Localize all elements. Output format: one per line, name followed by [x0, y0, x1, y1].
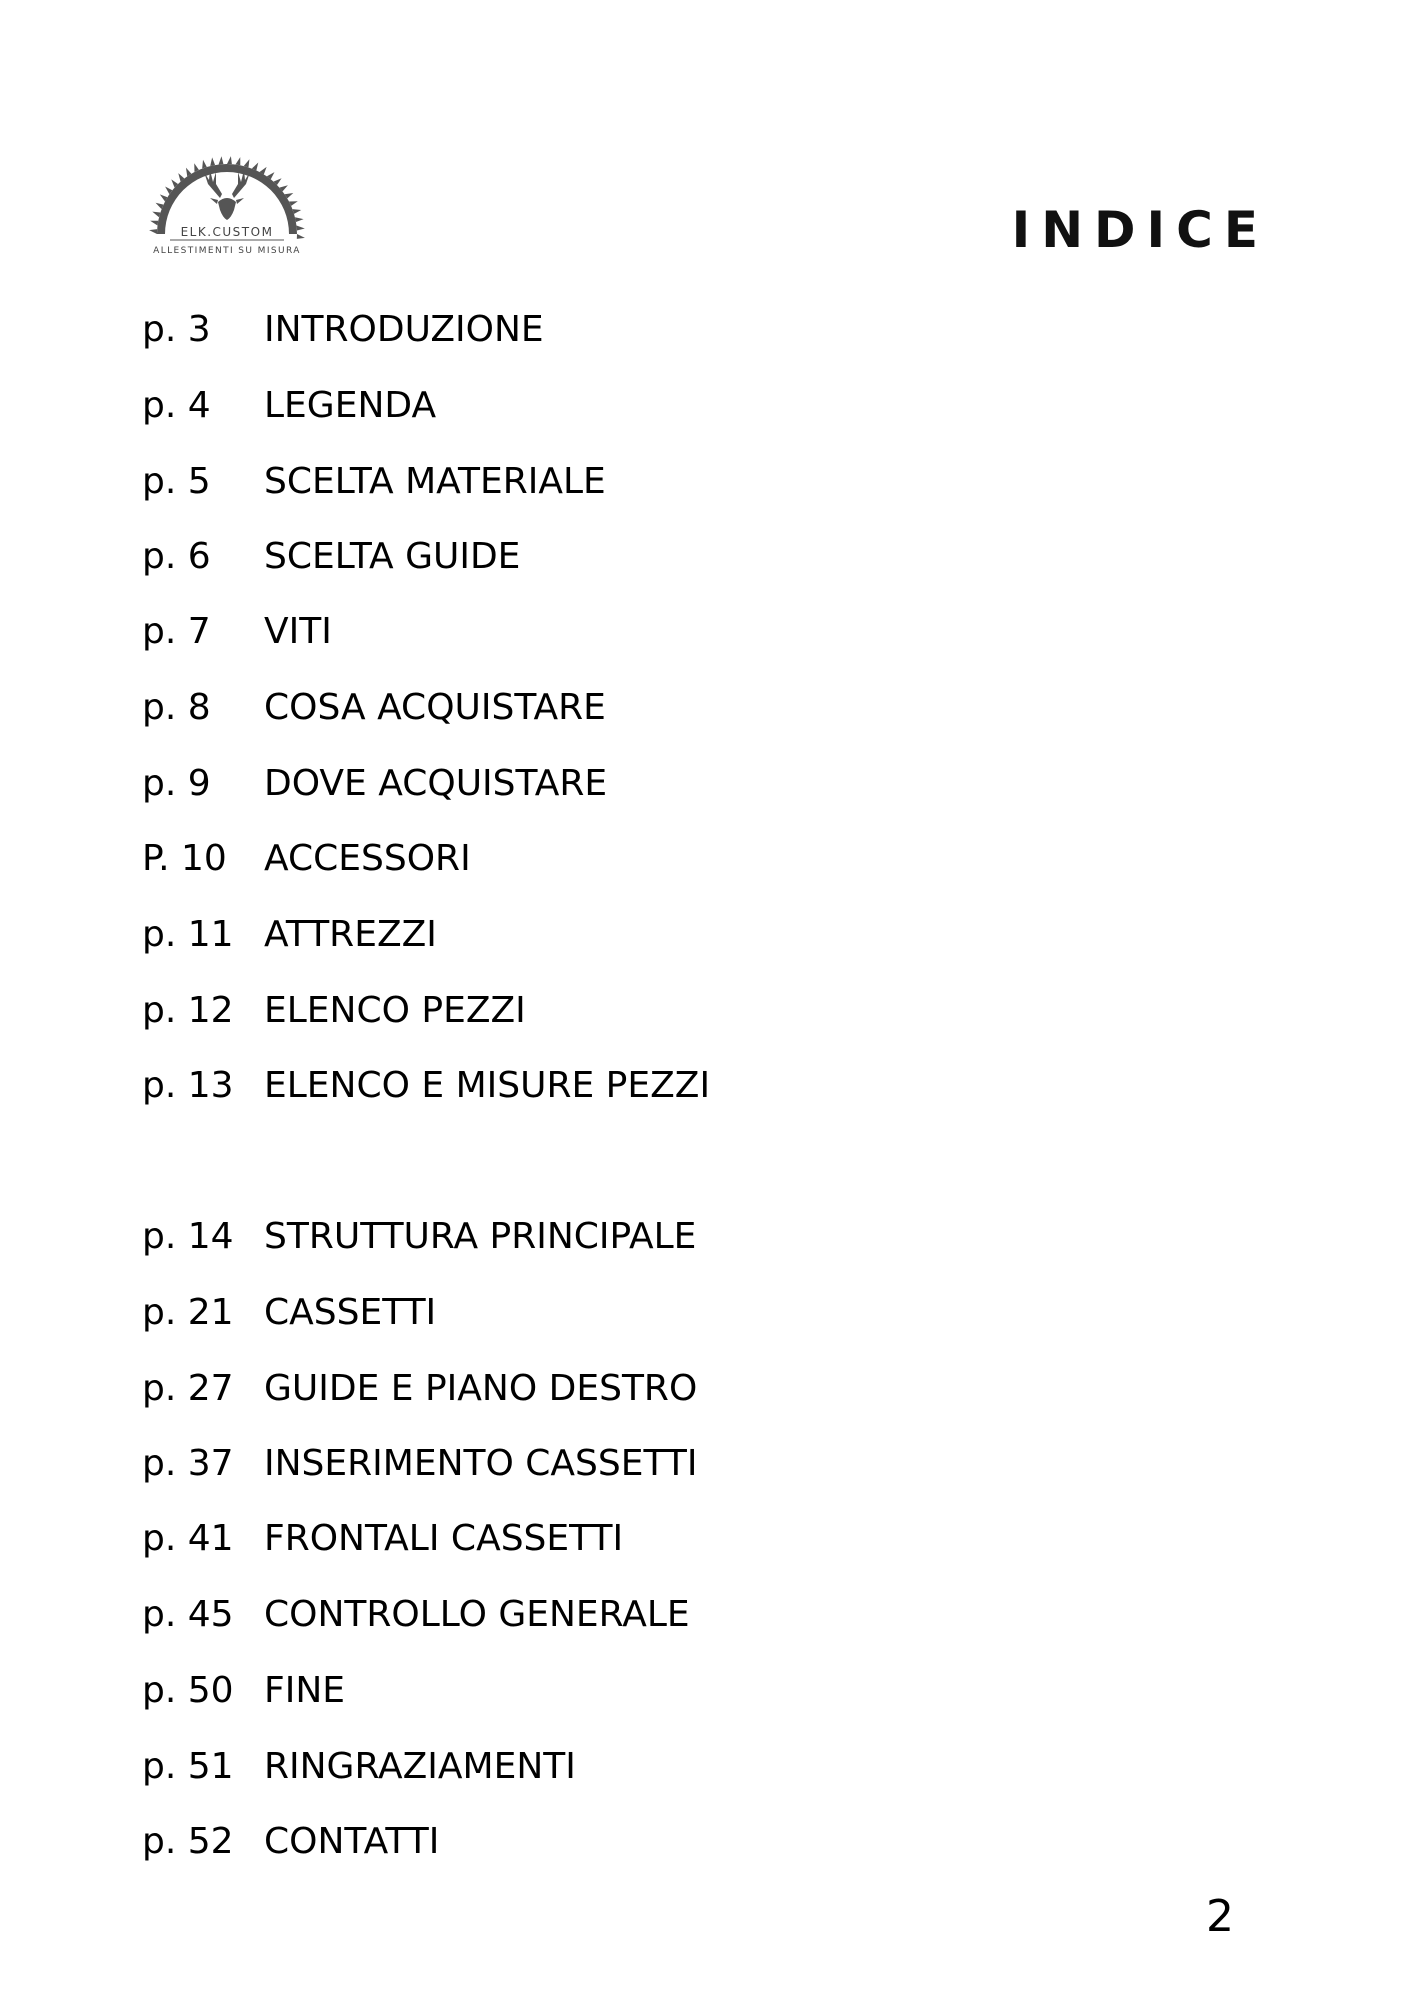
toc-entry-label: FRONTALI CASSETTI	[264, 1518, 624, 1559]
toc-entry	[142, 683, 842, 733]
toc-entry-label: INTRODUZIONE	[264, 309, 544, 350]
toc-entry	[142, 305, 842, 355]
toc-entry-label: ACCESSORI	[264, 838, 471, 879]
toc-entry	[142, 1590, 842, 1640]
toc-entry	[142, 381, 842, 431]
toc-entry	[142, 532, 842, 582]
toc-page-ref: p. 51	[142, 1746, 234, 1787]
toc-page-ref: P. 10	[142, 838, 227, 879]
toc-page-ref: p. 27	[142, 1368, 234, 1409]
toc-page-ref: p. 11	[142, 914, 234, 955]
toc-entry-label: SCELTA MATERIALE	[264, 461, 606, 502]
toc-entry	[142, 759, 842, 809]
toc-entry	[142, 1817, 842, 1867]
toc-entry-label: FINE	[264, 1670, 345, 1711]
toc-page-ref: p. 8	[142, 687, 211, 728]
toc-entry-label: COSA ACQUISTARE	[264, 687, 606, 728]
toc-page-ref: p. 52	[142, 1821, 234, 1862]
toc-page-ref: p. 13	[142, 1065, 234, 1106]
toc-page-ref: p. 41	[142, 1518, 234, 1559]
toc-entry	[142, 1666, 842, 1716]
toc-page-ref: p. 7	[142, 611, 211, 652]
toc-entry-label: ATTREZZI	[264, 914, 437, 955]
page-title: INDICE	[1011, 201, 1269, 259]
toc-entry	[142, 834, 842, 884]
toc-entry	[142, 457, 842, 507]
toc-page-ref: p. 21	[142, 1292, 234, 1333]
saw-blade-elk-icon	[138, 142, 316, 262]
toc-entry-label: ELENCO E MISURE PEZZI	[264, 1065, 711, 1106]
toc-entry	[142, 1061, 842, 1111]
toc-entry	[142, 910, 842, 960]
toc-page-ref: p. 6	[142, 536, 211, 577]
logo-brand: ELK.CUSTOM	[180, 225, 274, 239]
toc-page-ref: p. 45	[142, 1594, 234, 1635]
toc-entry-label: CONTROLLO GENERALE	[264, 1594, 690, 1635]
toc-page-ref: p. 12	[142, 990, 234, 1031]
logo	[138, 142, 316, 262]
toc-page-ref: p. 3	[142, 309, 211, 350]
toc-entry-label: INSERIMENTO CASSETTI	[264, 1443, 698, 1484]
toc-entry-label: CONTATTI	[264, 1821, 440, 1862]
toc-entry-label: SCELTA GUIDE	[264, 536, 521, 577]
toc-entry	[142, 1439, 842, 1489]
toc-page-ref: p. 14	[142, 1216, 234, 1257]
toc-entry	[142, 1364, 842, 1414]
toc-entry-label: LEGENDA	[264, 385, 437, 426]
toc-page-ref: p. 9	[142, 763, 211, 804]
toc-entry-label: DOVE ACQUISTARE	[264, 763, 608, 804]
page-number: 2	[1206, 1891, 1234, 1942]
toc-entry-label: CASSETTI	[264, 1292, 437, 1333]
toc-entry-label: ELENCO PEZZI	[264, 990, 526, 1031]
toc-entry-label: RINGRAZIAMENTI	[264, 1746, 576, 1787]
toc-entry	[142, 607, 842, 657]
toc-entry	[142, 1514, 842, 1564]
toc-entry	[142, 1742, 842, 1792]
toc-entry-label: STRUTTURA PRINCIPALE	[264, 1216, 697, 1257]
toc-page-ref: p. 4	[142, 385, 211, 426]
toc-page-ref: p. 37	[142, 1443, 234, 1484]
toc-page-ref: p. 5	[142, 461, 211, 502]
toc-entry	[142, 1212, 842, 1262]
toc-entry-label: VITI	[264, 611, 332, 652]
toc-entry	[142, 1288, 842, 1338]
logo-tagline: ALLESTIMENTI SU MISURA	[153, 246, 301, 256]
toc-entry	[142, 986, 842, 1036]
toc-page-ref: p. 50	[142, 1670, 234, 1711]
toc-entry-label: GUIDE E PIANO DESTRO	[264, 1368, 698, 1409]
